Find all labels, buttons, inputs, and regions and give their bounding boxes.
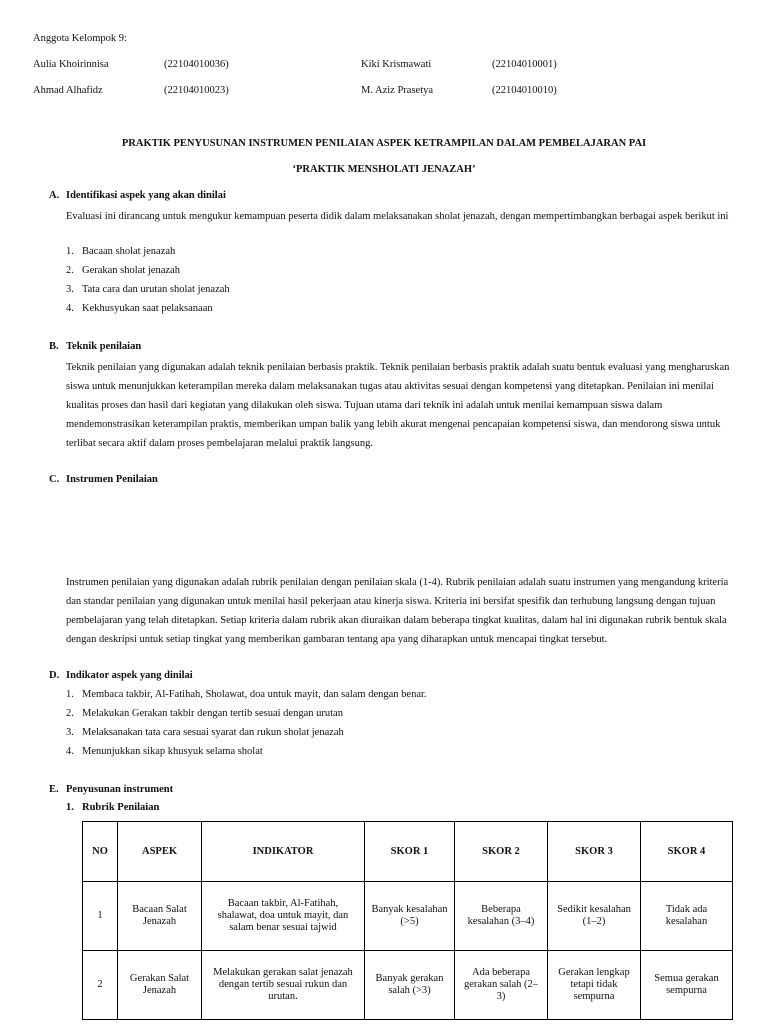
- table-cell: Ada beberapa gerakan salah (2–3): [455, 951, 548, 1020]
- list-item-number: 2.: [66, 265, 74, 276]
- table-cell: Semua gerakan sempurna: [641, 951, 733, 1020]
- member-id: (22104010010): [492, 85, 557, 96]
- table-header-cell: ASPEK: [118, 822, 202, 882]
- table-header-row: [83, 822, 733, 882]
- list-item-number: 3.: [66, 284, 74, 295]
- list-item: Menunjukkan sikap khusyuk selama sholat: [82, 746, 263, 757]
- section-c-letter: C.: [49, 474, 60, 485]
- section-c-body: Instrumen penilaian yang digunakan adalah rubrik penilaian dengan penilaian skala (1-4). Rubrik penilaian adalah suatu instrumen yang mengandung kriteria dan standar penilaian yang digunakan untuk menilai hasil pekerjaan atau kinerja siswa. Kriteria ini bersifat spesifik dan terhubung langsung dengan tujuan pembelajaran yang telah ditetapkan. Setiap kriteria dalam rubrik akan diuraikan dalam beberapa tingkat kualitas, dalam hal ini digunakan rubrik bentuk skala dengan deskripsi untuk setiap tingkat yang memberikan gambaran tentang apa yang diharapkan untuk mencapai tingkat tersebut.: [66, 577, 729, 645]
- table-cell: Tidak ada kesalahan: [641, 882, 733, 951]
- list-item: Bacaan sholat jenazah: [82, 246, 176, 257]
- document-title: PRAKTIK PENYUSUNAN INSTRUMEN PENILAIAN ASPEK KETRAMPILAN DALAM PEMBELAJARAN PAI: [121, 138, 647, 149]
- member-id: (22104010001): [492, 59, 557, 70]
- member-name: Aulia Khoirinnisa: [33, 59, 109, 70]
- subsection-number: 1.: [66, 802, 74, 813]
- table-header-cell: SKOR 4: [641, 822, 733, 882]
- table-header-cell: INDIKATOR: [202, 822, 365, 882]
- table-row: [83, 951, 733, 1020]
- table-cell: Banyak gerakan salah (>3): [365, 951, 455, 1020]
- document-subtitle: ‘PRAKTIK MENSHOLATI JENAZAH’: [292, 164, 476, 175]
- member-name: Kiki Krismawati: [361, 59, 432, 70]
- section-e-title: Penyusunan instrument: [66, 784, 174, 795]
- rubric-table: [82, 821, 733, 1020]
- table-header-cell: SKOR 1: [365, 822, 455, 882]
- table-cell: 2: [83, 951, 118, 1020]
- list-item-number: 2.: [66, 708, 74, 719]
- section-c-title: Instrumen Penilaian: [66, 474, 158, 485]
- section-a-title: Identifikasi aspek yang akan dinilai: [66, 190, 226, 201]
- list-item: Gerakan sholat jenazah: [82, 265, 180, 276]
- section-a-letter: A.: [49, 190, 60, 201]
- subsection-title: Rubrik Penilaian: [82, 802, 160, 813]
- table-cell: Bacaan Salat Jenazah: [118, 882, 202, 951]
- table-cell: Melakukan gerakan salat jenazah dengan tertib sesuai rukun dan urutan.: [202, 951, 365, 1020]
- members-heading: Anggota Kelompok 9:: [33, 33, 127, 44]
- table-cell: Sedikit kesalahan (1–2): [548, 882, 641, 951]
- member-id: (22104010036): [164, 59, 229, 70]
- section-b-title: Teknik penilaian: [66, 341, 142, 352]
- section-a-intro: Evaluasi ini dirancang untuk mengukur kemampuan peserta didik dalam melaksanakan sholat jenazah, dengan mempertimbangkan berbagai aspek berikut ini: [66, 211, 729, 222]
- table-header-cell: NO: [83, 822, 118, 882]
- table-header-cell: SKOR 2: [455, 822, 548, 882]
- list-item: Melakukan Gerakan takbir dengan tertib sesuai dengan urutan: [82, 708, 343, 719]
- list-item-number: 4.: [66, 746, 74, 757]
- list-item-number: 4.: [66, 303, 74, 314]
- list-item: Melaksanakan tata cara sesuai syarat dan rukun sholat jenazah: [82, 727, 344, 738]
- section-b-letter: B.: [49, 341, 59, 352]
- list-item: Kekhusyukan saat pelaksanaan: [82, 303, 213, 314]
- table-cell: Beberapa kesalahan (3–4): [455, 882, 548, 951]
- table-cell: Bacaan takbir, Al-Fatihah, shalawat, doa untuk mayit, dan salam benar sesuai tajwid: [202, 882, 365, 951]
- table-cell: Gerakan lengkap tetapi tidak sempurna: [548, 951, 641, 1020]
- section-b-body: Teknik penilaian yang digunakan adalah teknik penilaian berbasis praktik. Teknik penilaian berbasis praktik adalah suatu bentuk evaluasi yang mengharuskan siswa untuk menunjukkan keterampilan mereka dalam melaksanakan tugas atau aktivitas sesuai dengan kompetensi yang ditetapkan. Penilaian ini menilai kualitas proses dan hasil dari kegiatan yang dilakukan oleh siswa. Tujuan utama dari teknik ini adalah untuk menilai kemampuan siswa dalam mendemonstrasikan keterampilan praktis, memberikan umpan balik yang lebih akurat mengenai pencapaian kompetensi siswa, dan mendorong siswa untuk terlibat secara aktif dalam proses pembelajaran melalui praktik langsung.: [66, 362, 730, 449]
- section-d-letter: D.: [49, 670, 60, 681]
- list-item: Membaca takbir, Al-Fatihah, Sholawat, doa untuk mayit, dan salam dengan benar.: [82, 689, 427, 700]
- list-item-number: 1.: [66, 246, 74, 257]
- table-row: [83, 882, 733, 951]
- table-cell: Banyak kesalahan (>5): [365, 882, 455, 951]
- section-e-letter: E.: [49, 784, 59, 795]
- member-name: M. Aziz Prasetya: [361, 85, 434, 96]
- member-id: (22104010023): [164, 85, 229, 96]
- table-cell: 1: [83, 882, 118, 951]
- table-cell: Gerakan Salat Jenazah: [118, 951, 202, 1020]
- table-header-cell: SKOR 3: [548, 822, 641, 882]
- list-item: Tata cara dan urutan sholat jenazah: [82, 284, 230, 295]
- list-item-number: 3.: [66, 727, 74, 738]
- member-name: Ahmad Alhafidz: [33, 85, 103, 96]
- section-d-title: Indikator aspek yang dinilai: [66, 670, 193, 681]
- list-item-number: 1.: [66, 689, 74, 700]
